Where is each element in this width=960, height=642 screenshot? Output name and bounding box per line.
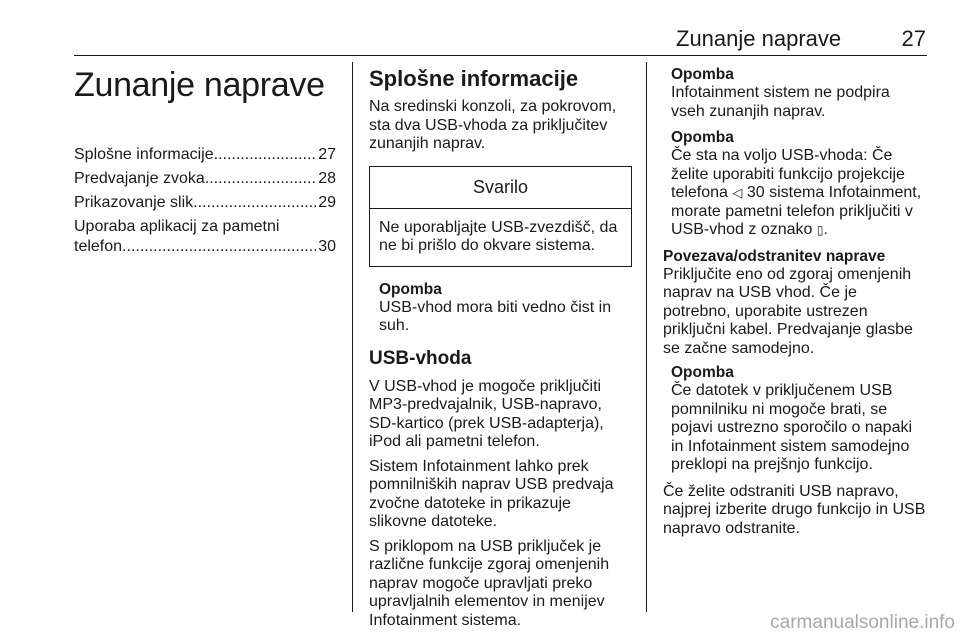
- header-rule: [74, 55, 927, 56]
- page-number: 27: [901, 26, 926, 51]
- warning-text: Ne uporabljajte USB-zvezdišč, da ne bi prišlo do okvare sistema.: [379, 218, 618, 254]
- column-divider-left: [352, 62, 353, 612]
- toc-entry[interactable]: [74, 169, 336, 189]
- note-text: Če datotek v priključenem USB pomnilniku ni mogoče brati, se pojavi ustrezno sporočilo o napaki in Infotainment sistem samodejno preklopi na prejšnjo funkcijo.: [671, 382, 913, 473]
- note-text: USB-vhod mora biti vedno čist in suh.: [379, 298, 612, 334]
- note-text: [671, 147, 927, 240]
- running-header: [676, 26, 926, 52]
- toc-entry-page: 29: [318, 194, 336, 211]
- remove-paragraph: Če želite odstraniti USB napravo, najprej izberite drugo funkcijo in USB napravo odstranite.: [663, 482, 926, 537]
- chapter-title: Zunanje naprave: [74, 66, 325, 104]
- toc-leader: [193, 193, 316, 213]
- note-title: Opomba: [671, 129, 734, 146]
- toc-entry-label: Splošne informacije: [74, 146, 214, 163]
- column-divider-right: [646, 62, 647, 612]
- note-phone-projection: [671, 129, 927, 240]
- toc-entry-label-line2: telefon: [74, 238, 123, 255]
- watermark: carmanualsonline.info: [770, 612, 955, 633]
- toc-entry-page: 30: [318, 238, 336, 255]
- toc-entry[interactable]: [74, 193, 336, 213]
- toc-leader: [214, 145, 317, 165]
- running-header-title: Zunanje naprave: [676, 26, 842, 51]
- toc-entry[interactable]: [74, 145, 336, 165]
- toc-entry-label-line1: Uporaba aplikacij za pametni: [74, 218, 280, 235]
- connect-paragraph: Priključite eno od zgoraj omenjenih naprav na USB vhod. Če je potrebno, uporabite ustrezen priključni kabel. Predvajanje glasbe se začne samodejno.: [663, 265, 913, 357]
- note-title: Opomba: [671, 364, 734, 381]
- general-intro-paragraph: Na sredinski konzoli, za pokrovom, sta dva USB-vhoda za priključitev zunanjih naprav.: [369, 98, 617, 152]
- toc-entry-label: Predvajanje zvoka: [74, 170, 205, 187]
- toc-leader: [122, 237, 316, 257]
- usb-icon: ▯: [816, 223, 824, 237]
- toc-entry-page: 27: [318, 146, 336, 163]
- device-column: [663, 66, 927, 544]
- note-title: Opomba: [379, 280, 442, 298]
- usb-paragraph-3: S priklopom na USB priključek je različne funkcije zgoraj omenjenih naprav mogoče upravljati preko upravljalnih elementov in menijev Infotainment sistema.: [369, 537, 610, 629]
- toc-entry-label: Prikazovanje slik: [74, 194, 194, 211]
- note-text: Infotainment sistem ne podpira vseh zunanjih naprav.: [671, 84, 890, 120]
- section-heading-general: Splošne informacije: [369, 66, 579, 91]
- note-text-part: 30 sistema Infotainment, morate pametni telefon priključiti v USB-vhod z oznako: [671, 184, 922, 238]
- toc-leader: [205, 169, 316, 189]
- note-title: Opomba: [671, 66, 734, 83]
- note-text-end: .: [823, 221, 828, 238]
- toc-entry[interactable]: [74, 217, 336, 257]
- subheading-connect-remove: Povezava/odstranitev naprave: [663, 247, 886, 265]
- note-unreadable-files: [671, 364, 927, 475]
- section-heading-usb: USB-vhoda: [369, 347, 472, 369]
- cross-reference-icon[interactable]: ◁: [732, 185, 743, 200]
- toc-column: [74, 66, 336, 257]
- toc-entry-page: 28: [318, 170, 336, 187]
- note-unsupported-devices: [671, 66, 927, 121]
- warning-title: Svarilo: [370, 167, 631, 209]
- note-usb-clean: [379, 281, 632, 336]
- usb-paragraph-1: V USB-vhod je mogoče priključiti MP3-predvajalnik, USB-napravo, SD-kartico (prek USB-adapterja), iPod ali pametni telefon.: [369, 377, 604, 450]
- warning-box: [369, 166, 632, 267]
- note-text-part: Če sta na voljo USB-vhoda: Če želite uporabiti funkcijo projekcije telefona: [671, 147, 905, 201]
- usb-paragraph-2: Sistem Infotainment lahko prek pomnilniških naprav USB predvaja zvočne datoteke in prikazuje slikovne datoteke.: [369, 457, 614, 530]
- general-info-column: [369, 66, 632, 636]
